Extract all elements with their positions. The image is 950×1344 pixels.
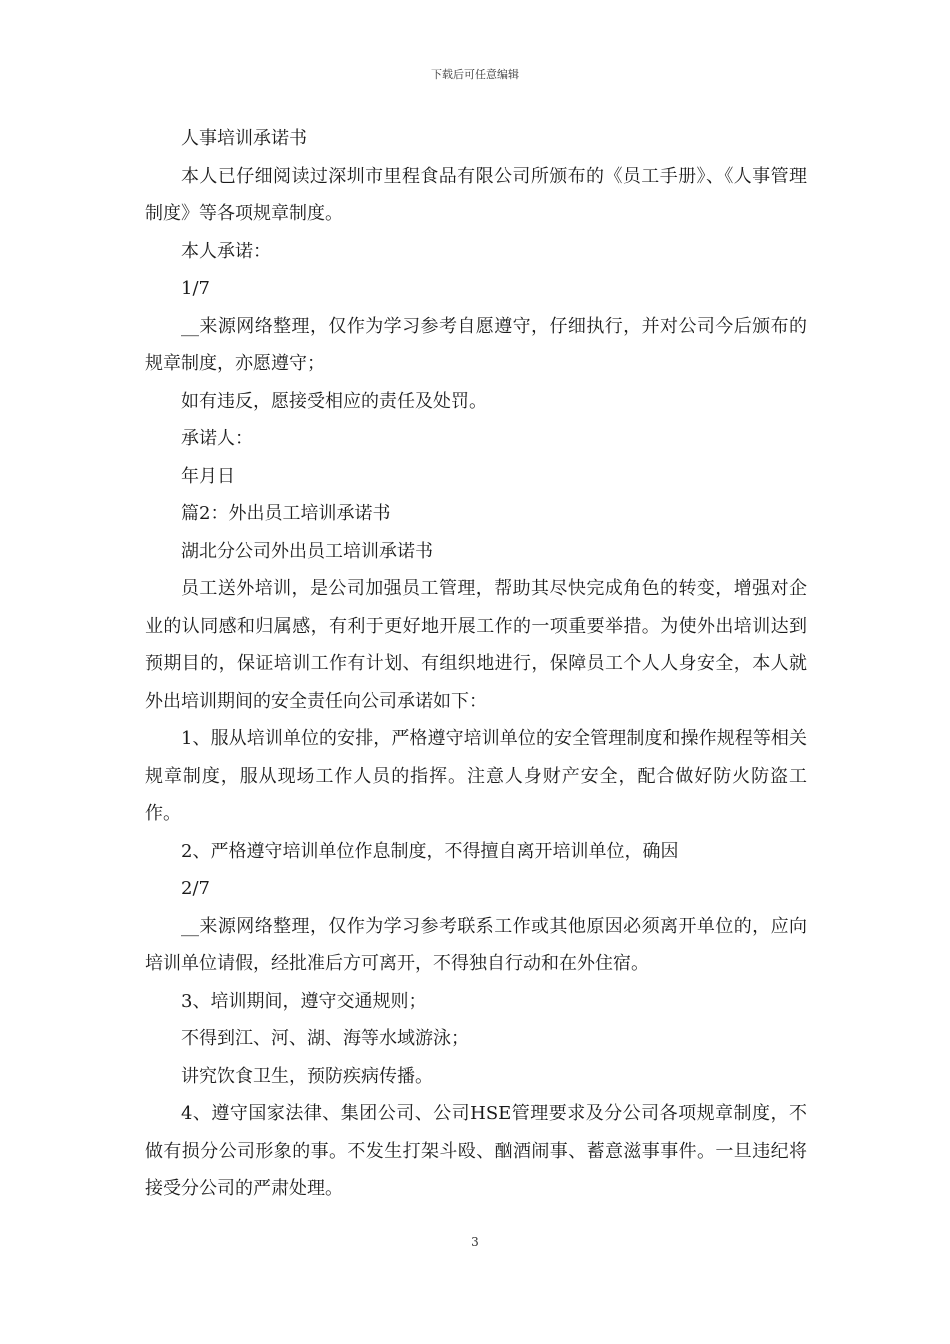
- paragraph: 承诺人：: [181, 428, 253, 449]
- page-number: 3: [471, 1235, 479, 1249]
- paragraph: 人事培训承诺书: [181, 128, 307, 149]
- paragraph: 不得到江、河、湖、海等水域游泳；: [181, 1028, 469, 1049]
- paragraph: 2、严格遵守培训单位作息制度，不得擅自离开培训单位，确因: [181, 840, 679, 862]
- paragraph: 3、培训期间，遵守交通规则；: [181, 990, 427, 1012]
- paragraph: 本人已仔细阅读过深圳市里程食品有限公司所颁布的《员工手册》、《人事管理制度》等各项规章制度。: [145, 165, 807, 224]
- paragraph: 年月日: [181, 465, 235, 487]
- paragraph: 讲究饮食卫生，预防疾病传播。: [181, 1065, 433, 1087]
- paragraph: 1、服从培训单位的安排，严格遵守培训单位的安全管理制度和操作规程等相关规章制度，服从现场工作人员的指挥。注意人身财产安全，配合做好防火防盗工作。: [145, 728, 807, 824]
- paragraph: 如有违反，愿接受相应的责任及处罚。: [181, 390, 487, 412]
- paragraph: __来源网络整理，仅作为学习参考联系工作或其他原因必须离开单位的，应向培训单位请假，经批准后方可离开，不得独自行动和在外住宿。: [145, 915, 807, 974]
- paragraph: 篇2：外出员工培训承诺书: [181, 503, 391, 524]
- paragraph: 本人承诺：: [181, 240, 271, 262]
- paragraph: 2/7: [181, 878, 210, 899]
- paragraph: __来源网络整理，仅作为学习参考自愿遵守，仔细执行，并对公司今后颁布的规章制度，亦愿遵守；: [145, 315, 807, 374]
- paragraph: 4、遵守国家法律、集团公司、公司HSE管理要求及分公司各项规章制度，不做有损分公司形象的事。不发生打架斗殴、酗酒闹事、蓄意滋事事件。一旦违纪将接受分公司的严肃处理。: [145, 1103, 807, 1199]
- page-header: 下载后可任意编辑: [431, 68, 519, 81]
- paragraph: 员工送外培训，是公司加强员工管理，帮助其尽快完成角色的转变，增强对企业的认同感和归属感，有利于更好地开展工作的一项重要举措。为使外出培训达到预期目的，保证培训工作有计划、有组织地进行，保障员工个人人身安全，本人就外出培训期间的安全责任向公司承诺如下：: [145, 578, 807, 712]
- paragraph: 湖北分公司外出员工培训承诺书: [181, 540, 433, 562]
- paragraph: 1/7: [181, 278, 210, 299]
- document-body: [145, 120, 807, 1208]
